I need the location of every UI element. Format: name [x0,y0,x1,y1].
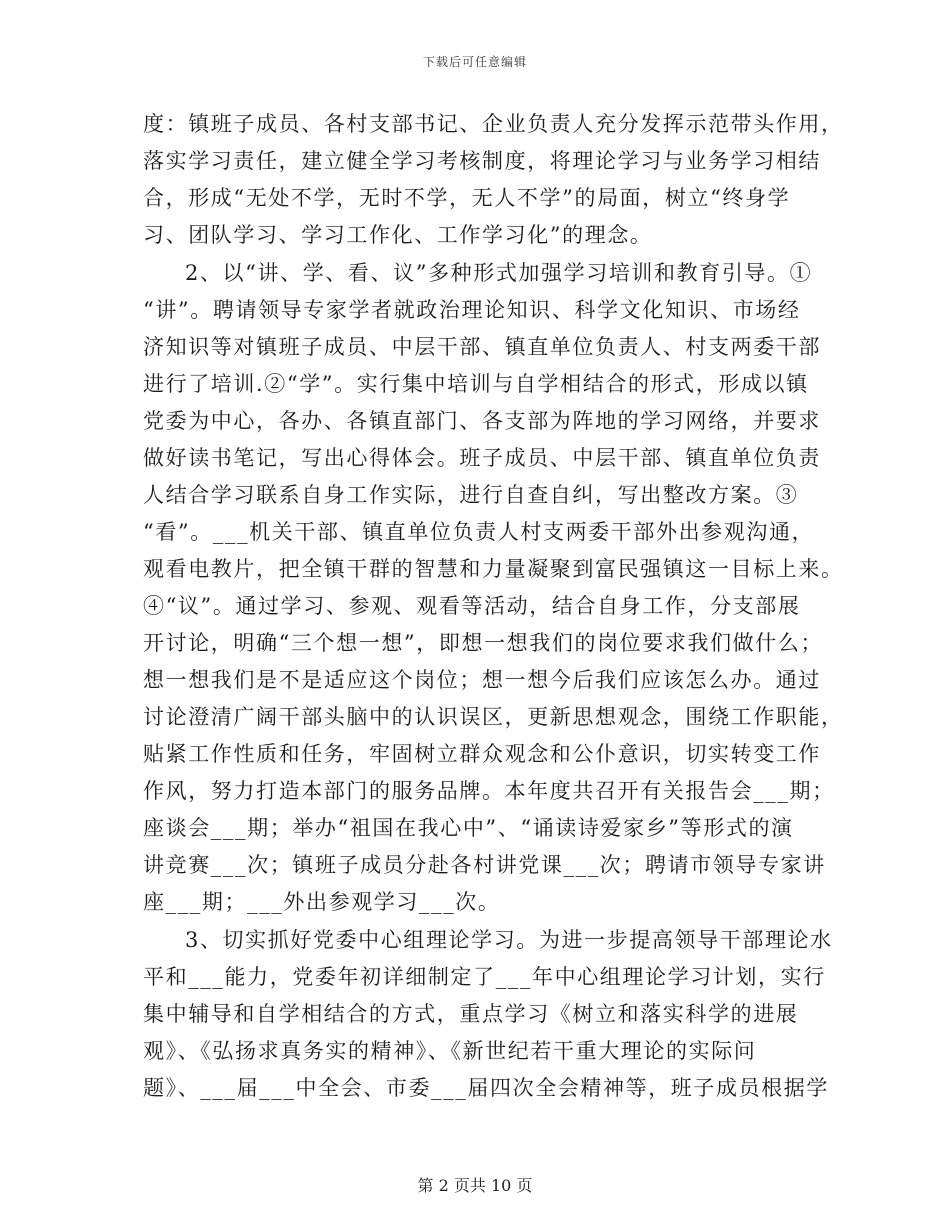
body-line: 合，形成“无处不学，无时不学，无人不学”的局面，树立“终身学 [143,186,791,210]
page-header-note: 下载后可任意编辑 [422,55,527,69]
body-line: 党委为中心，各办、各镇直部门、各支部为阵地的学习网络，并要求 [143,409,821,433]
body-line: 人结合学习联系自身工作实际，进行自查自纠，写出整改方案。③ [143,483,799,507]
body-line: 平和___能力，党委年初详细制定了___年中心组理论学习计划，实行 [143,965,826,989]
body-line: 做好读书笔记，写出心得体会。班子成员、中层干部、镇直单位负责 [143,446,821,470]
body-line: 度：镇班子成员、各村支部书记、企业负责人充分发挥示范带头作用， [143,112,844,136]
body-line: 习、团队学习、学习工作化、工作学习化”的理念。 [143,223,653,247]
body-line: 观看电教片，把全镇干群的智慧和力量凝聚到富民强镇这一目标上来。 [143,557,844,581]
body-line: 落实学习责任，建立健全学习考核制度，将理论学习与业务学习相结 [143,149,821,173]
body-line: 题》、___届___中全会、市委___届四次全会精神等，班子成员根据学 [143,1076,829,1100]
body-line: 讨论澄清广阔干部头脑中的认识误区，更新思想观念，围绕工作职能， [143,705,844,729]
paragraph-3-start: 3、切实抓好党委中心组理论学习。为进一步提高领导干部理论水 [185,928,833,952]
body-line: 座谈会___期；举办“祖国在我心中”、“诵读诗爱家乡”等形式的演 [143,816,794,840]
body-line: “看”。___机关干部、镇直单位负责人村支两委干部外出参观沟通， [143,520,815,544]
body-line: 作风，努力打造本部门的服务品牌。本年度共召开有关报告会___期； [143,779,835,803]
body-line: ④“议”。通过学习、参观、观看等活动，结合自身工作，分支部展 [143,594,801,618]
body-line: “讲”。聘请领导专家学者就政治理论知识、科学文化知识、市场经 [143,298,801,322]
body-line: 进行了培训.②“学”。实行集中培训与自学相结合的形式，形成以镇 [143,372,809,396]
document-body [143,106,844,1107]
body-line: 济知识等对镇班子成员、中层干部、镇直单位负责人、村支两委干部 [143,335,821,359]
page-number: 第 2 页共 10 页 [417,1176,533,1195]
body-line: 观》、《弘扬求真务实的精神》、《新世纪若干重大理论的实际问 [143,1039,757,1063]
body-line: 讲竞赛___次；镇班子成员分赴各村讲党课___次；聘请市领导专家讲 [143,853,826,877]
body-line: 座___期；___外出参观学习___次。 [143,890,501,914]
body-line: 集中辅导和自学相结合的方式，重点学习《树立和落实科学的进展 [143,1002,799,1026]
body-line: 开讨论，明确“三个想一想”，即想一想我们的岗位要求我们做什么； [143,631,824,655]
paragraph-2-start: 2、以“讲、学、看、议”多种形式加强学习培训和教育引导。① [185,261,813,285]
body-line: 贴紧工作性质和任务，牢固树立群众观念和公仆意识，切实转变工作 [143,742,821,766]
body-line: 想一想我们是不是适应这个岗位；想一想今后我们应该怎么办。通过 [143,668,821,692]
